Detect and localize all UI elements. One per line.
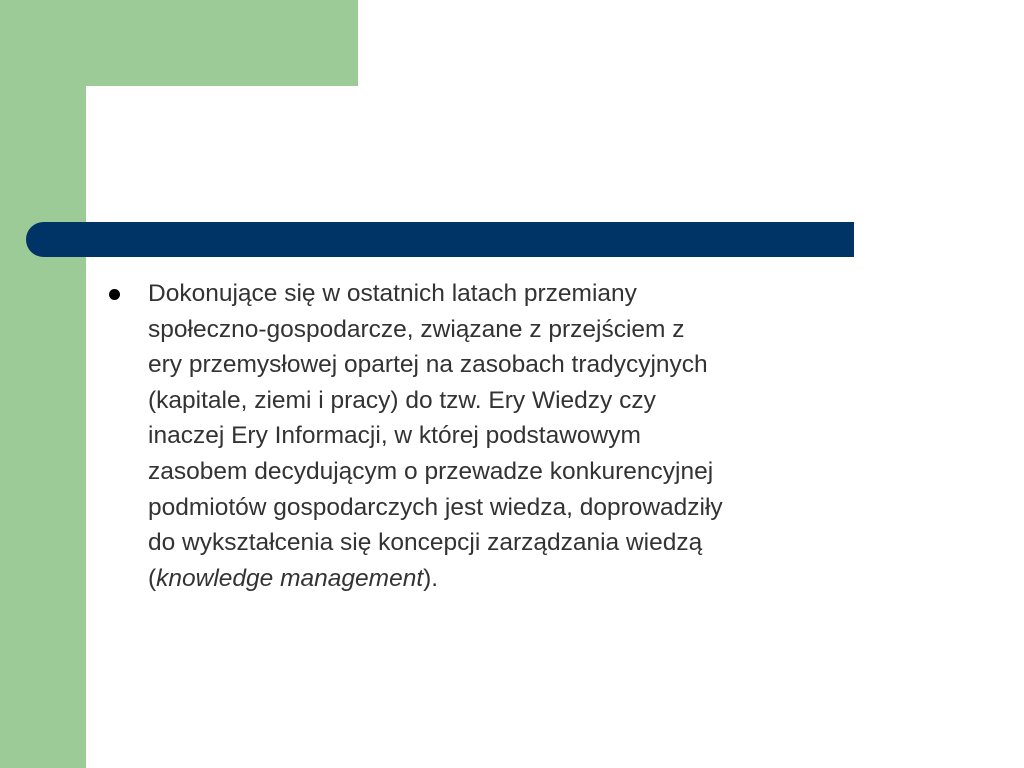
closing-punctuation: ). xyxy=(423,564,439,592)
title-bar xyxy=(26,222,854,257)
slide-content xyxy=(106,276,986,596)
text-line-3: ery przemysłowej opartej na zasobach tradycyjnych xyxy=(148,351,708,379)
left-green-band xyxy=(0,0,86,768)
top-green-band xyxy=(0,0,358,86)
text-line-4: (kapitale, ziemi i pracy) do tzw. Ery Wiedzy czy xyxy=(148,386,656,414)
text-line-2: społeczno-gospodarcze, związane z przejściem z xyxy=(148,315,685,343)
knowledge-management-term: knowledge management xyxy=(156,564,424,592)
text-line-9 xyxy=(148,561,960,597)
open-parenthesis: ( xyxy=(148,564,157,592)
text-line-5: inaczej Ery Informacji, w której podstawowym xyxy=(148,422,641,450)
text-line-8: do wykształcenia się koncepcji zarządzania wiedzą xyxy=(148,529,703,557)
rounded-content-corner xyxy=(86,86,166,166)
text-line-7: podmiotów gospodarczych jest wiedza, doprowadziły xyxy=(148,493,723,521)
bullet-icon xyxy=(109,289,120,300)
text-line-1: Dokonujące się w ostatnich latach przemiany xyxy=(148,280,637,307)
text-line-6: zasobem decydującym o przewadze konkurencyjnej xyxy=(148,457,714,485)
bullet-text xyxy=(148,276,960,596)
bullet-item xyxy=(106,276,986,596)
